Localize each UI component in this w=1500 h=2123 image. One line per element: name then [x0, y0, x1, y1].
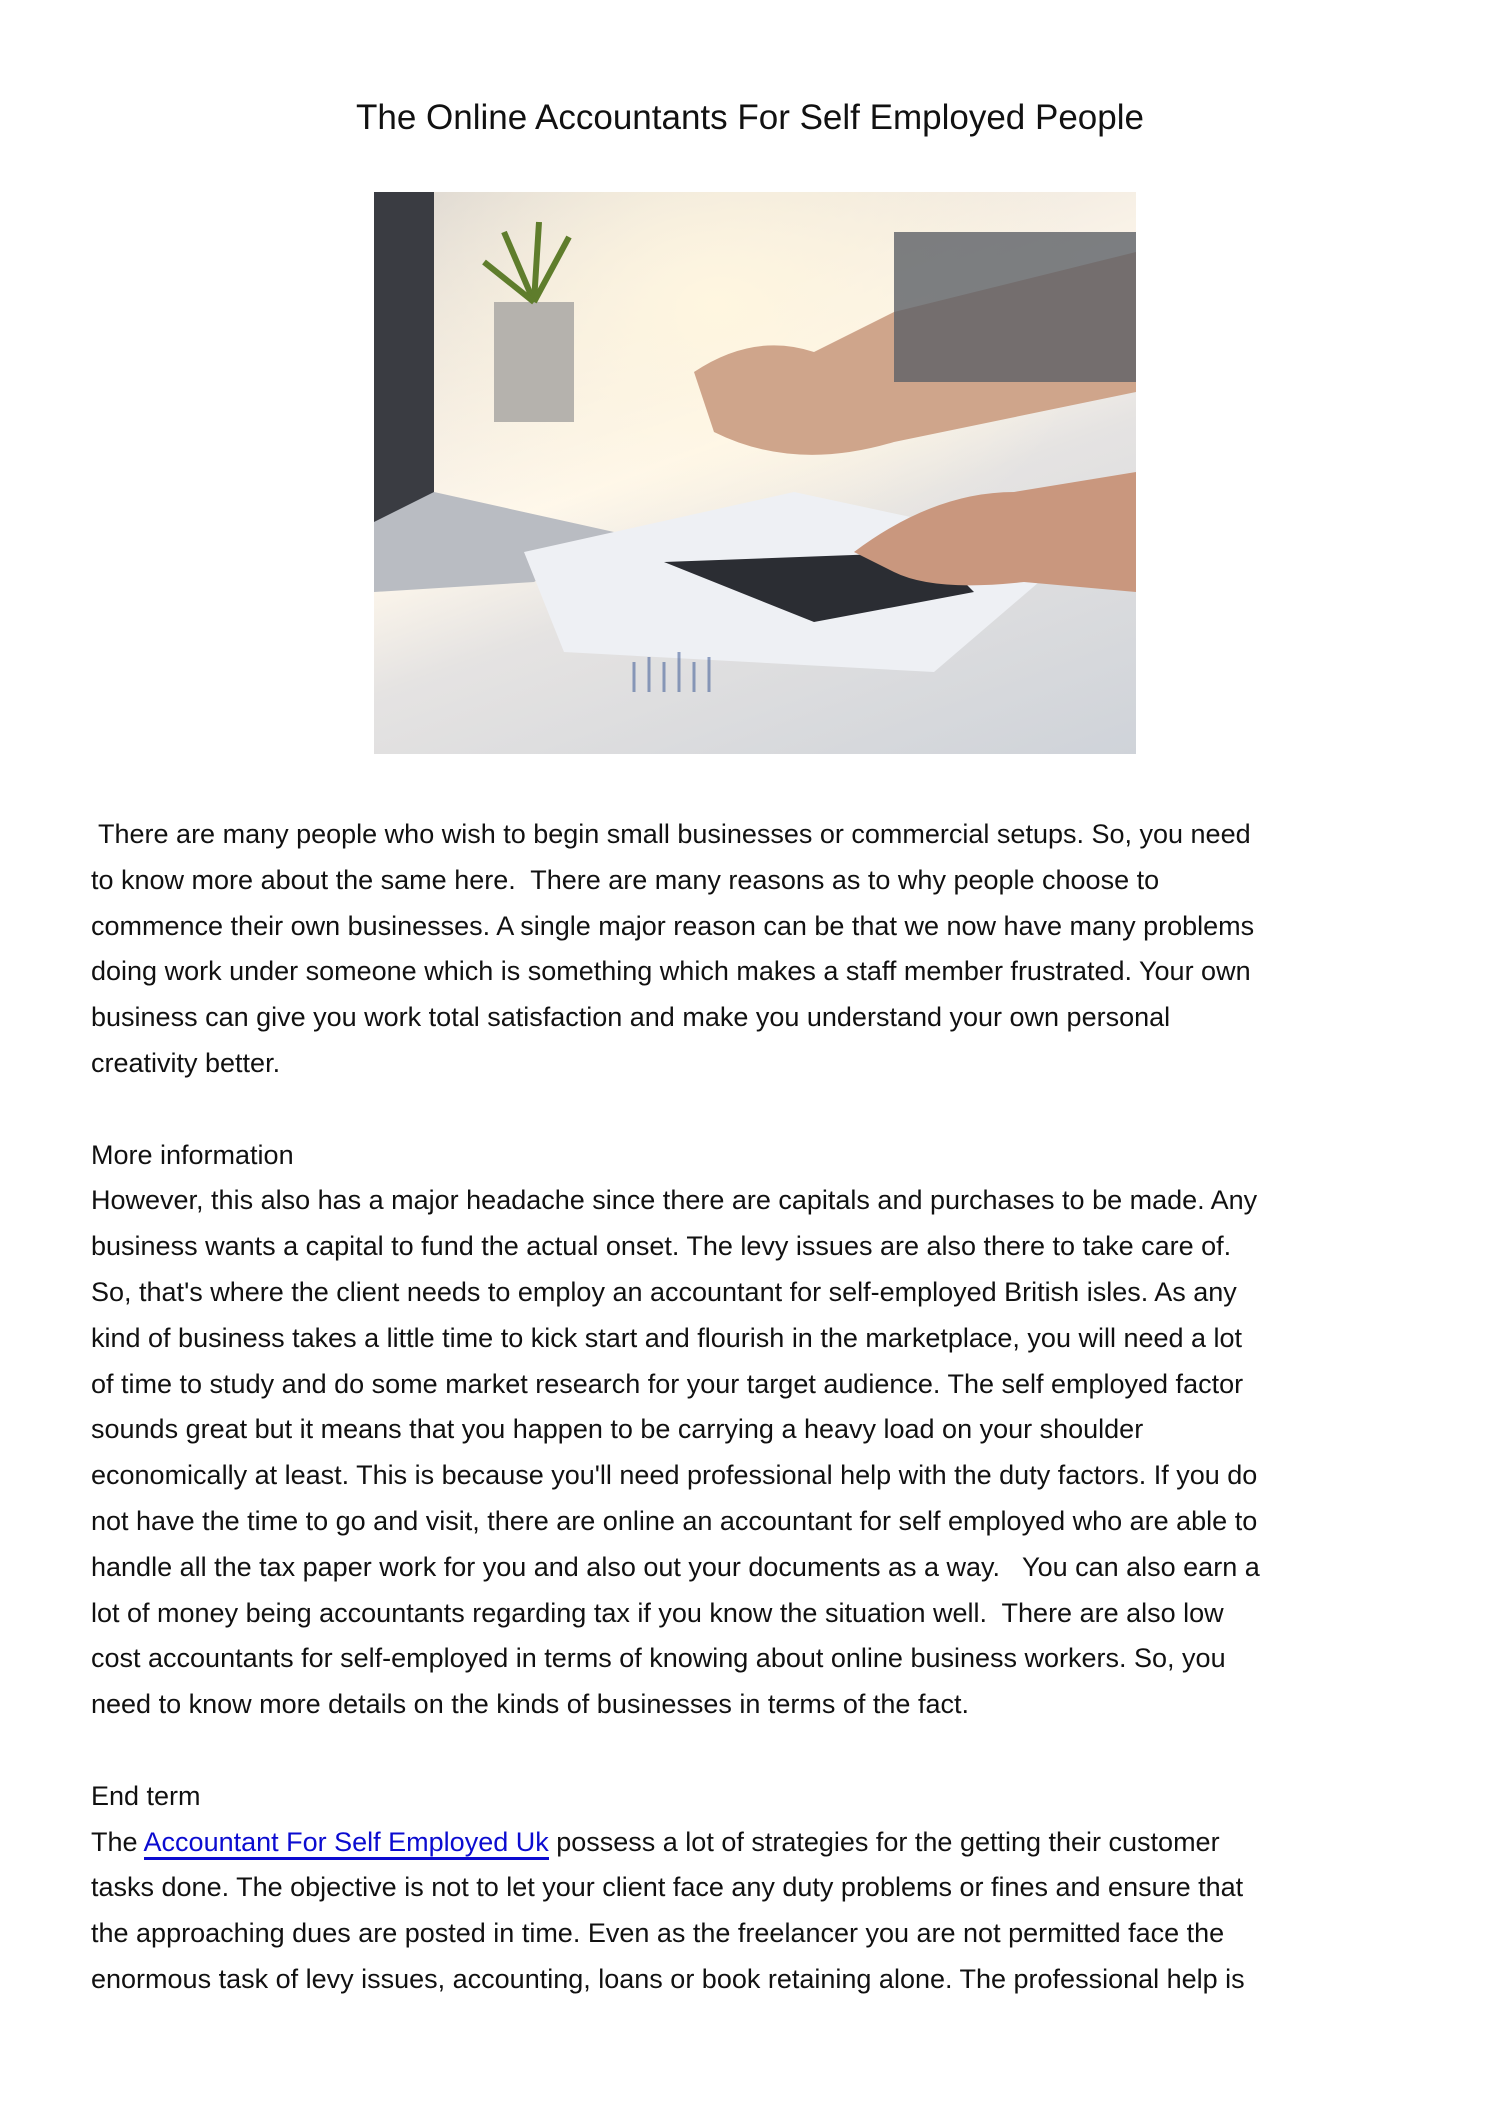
text-line: kind of business takes a little time to kick start and flourish in the marketplace, you will need a lot	[91, 1322, 1243, 1353]
text-line: business can give you work total satisfaction and make you understand your own personal	[91, 1002, 1171, 1033]
text-line: tasks done. The objective is not to let your client face any duty problems or fines and ensure that	[91, 1872, 1244, 1903]
text-line: lot of money being accountants regarding tax if you know the situation well. There are also low	[91, 1597, 1224, 1628]
text-prefix: The	[91, 1826, 144, 1857]
text-line: not have the time to go and visit, there are online an accountant for self employed who are able to	[91, 1505, 1258, 1536]
text-line: of time to study and do some market research for your target audience. The self employed factor	[91, 1368, 1244, 1399]
accountant-link[interactable]: Accountant For Self Employed Uk	[144, 1827, 549, 1860]
text-line: There are many people who wish to begin small businesses or commercial setups. So, you need	[91, 819, 1251, 849]
section-heading-end-term: End term	[91, 1780, 201, 1811]
text-line: sounds great but it means that you happen to be carrying a heavy load on your shoulder	[91, 1414, 1144, 1445]
article-photo	[374, 192, 1136, 754]
text-line: commence their own businesses. A single major reason can be that we now have many problems	[91, 910, 1255, 941]
paragraph-more-information	[91, 1178, 1431, 1728]
text-line: economically at least. This is because you'll need professional help with the duty factors. If you do	[91, 1460, 1258, 1491]
page-title: The Online Accountants For Self Employed People	[356, 98, 1144, 137]
section-heading-more-information: More information	[91, 1139, 294, 1170]
text-line: cost accountants for self-employed in terms of knowing about online business workers. So, you	[91, 1643, 1226, 1674]
text-line: the approaching dues are posted in time. Even as the freelancer you are not permitted face the	[91, 1918, 1225, 1949]
article-body	[91, 812, 1431, 2003]
text-suffix: possess a lot of strategies for the getting their customer	[548, 1826, 1220, 1857]
text-line: So, that's where the client needs to employ an accountant for self-employed British isles. As any	[91, 1276, 1237, 1307]
paragraph-end-term	[91, 1820, 1431, 2003]
text-line: However, this also has a major headache since there are capitals and purchases to be made. Any	[91, 1185, 1258, 1216]
paragraph-intro	[91, 812, 1431, 1087]
text-line: doing work under someone which is something which makes a staff member frustrated. Your own	[91, 956, 1251, 987]
text-line: enormous task of levy issues, accounting, loans or book retaining alone. The professional help is	[91, 1963, 1245, 1994]
text-line	[91, 1820, 1431, 1866]
text-line: business wants a capital to fund the actual onset. The levy issues are also there to take care of.	[91, 1231, 1232, 1262]
text-line: creativity better.	[91, 1047, 281, 1078]
text-line: to know more about the same here. There are many reasons as to why people choose to	[91, 864, 1160, 895]
text-line: need to know more details on the kinds of businesses in terms of the fact.	[91, 1689, 969, 1720]
text-line: handle all the tax paper work for you and also out your documents as a way. You can also earn a	[91, 1551, 1260, 1582]
